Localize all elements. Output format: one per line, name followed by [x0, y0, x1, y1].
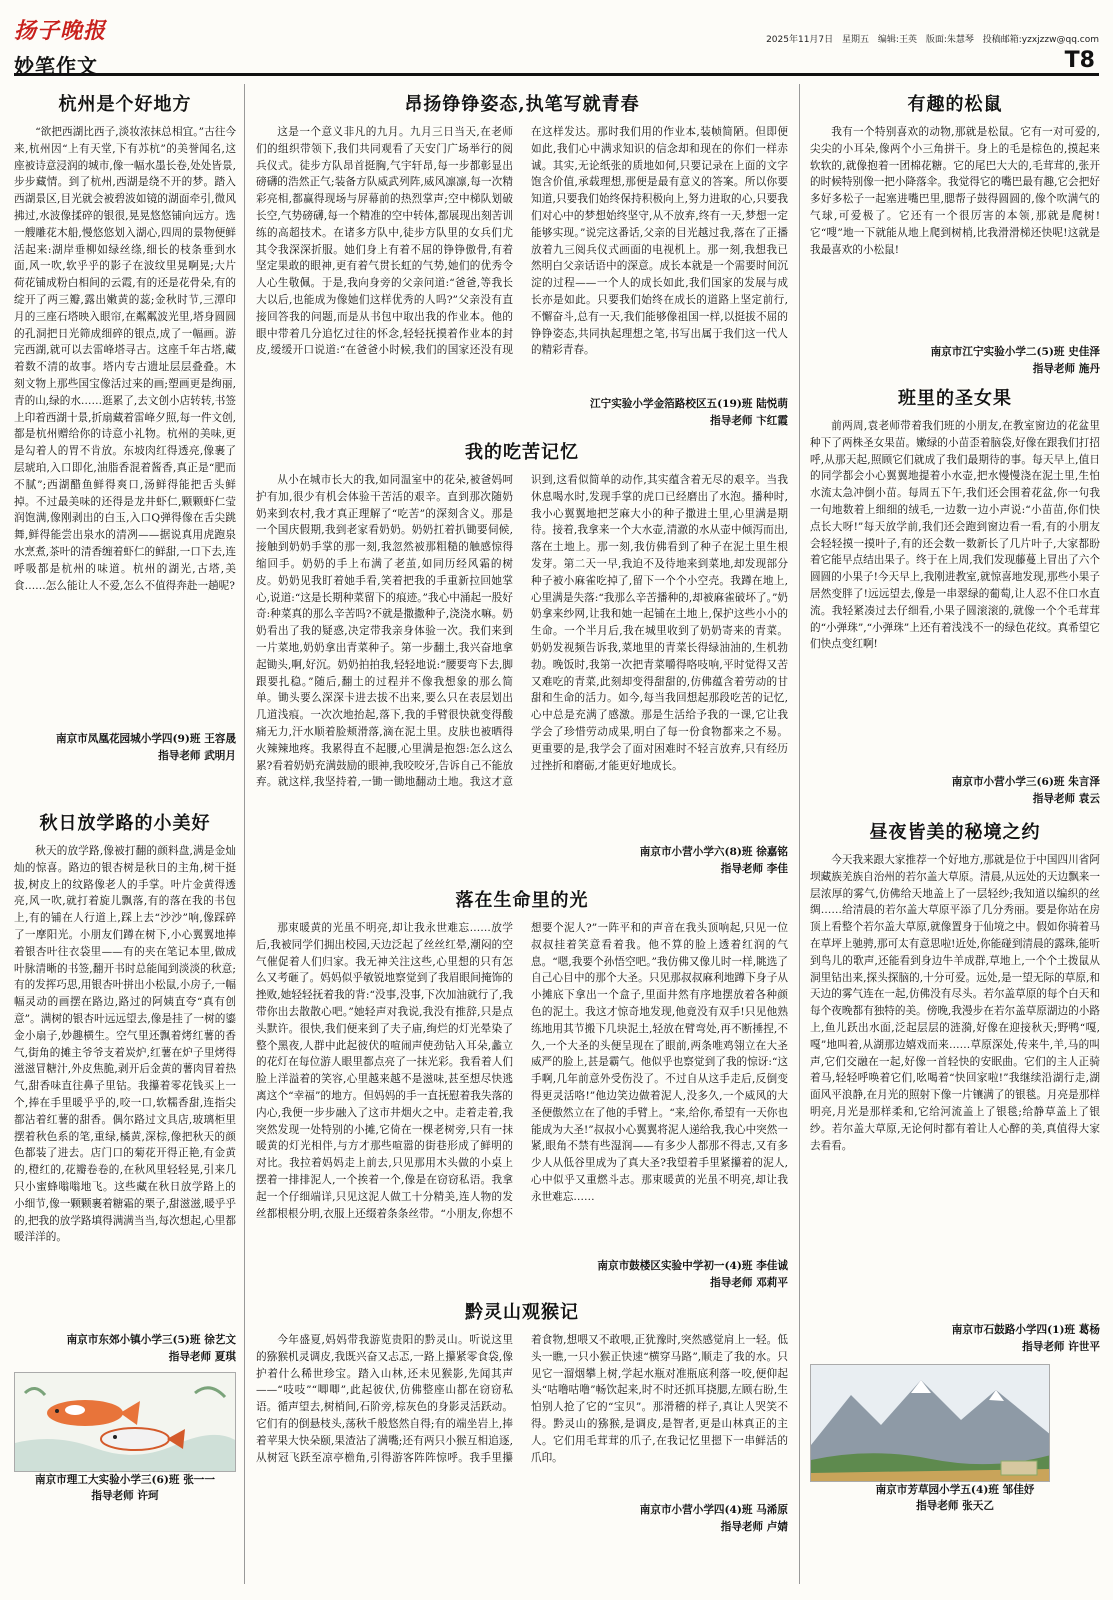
article-body: 那束暖黄的光虽不明亮,却让我永世难忘……放学后,我被同学们拥出校园,天边泛起了丝丝红晕,潮闷的空气催促着人们归家。我无神关注这些,心里想的只有怎么又考砸了。妈妈似乎敏锐地察觉到了我眉眼间掩饰的挫败,她轻轻抚着我的背:“没事,没事,下次加油就行了,我带你出去散散心吧。”她轻声对我说,我没有推辞,只是点头默许。很快,我们便来到了夫子庙,绚烂的灯光晕染了整个黑夜,人群中此起彼伏的喧闹声使劲钻入耳朵,蠡立的花灯在每位游人眼里都点亮了一抹光彩。我看着人们脸上洋溢着的笑容,心里越来越不是滋味,甚至想尽快逃离这个“幸福”的地方。但妈妈的手一直抚慰着我失落的内心,我便一步步融入了这市井烟火之中。走着走着,我突然发现一处特别的小摊,它倚在一棵老树旁,只有一抹暖黄的灯光相伴,与方才那些喧嚣的街巷形成了鲜明的对比。我拉着妈妈走上前去,只见那用木头做的小桌上摆着一排排泥人,一个挨着一个,像是在窃窃私语。我拿起一个仔细端详,只见这泥人做工十分精美,连人物的发丝都根根分明,衣服上还缀着条条丝带。“小朋友,你想不想要个泥人?”一阵平和的声音在我头顶响起,只见一位叔叔挂着笑意看着我。他不算的脸上透着红润的气息。“嗯,我要个孙悟空吧。”我仿佛又像儿时一样,眺选了自己心目中的那个大圣。只见那叔叔麻利地蹲下身子从小摊底下拿出一个盒子,里面井然有序地摆放着各种颜色的泥土。我这才惊奇地发现,他竟没有双手!只见他熟练地用其节搬下几块泥土,轻放在臂弯处,再不断捶捏,不久,一个大圣的头便呈现在了眼前,两条唯鸡翎立在大圣威严的脸上,甚是霸气。他似乎也察觉到了我的惊讶:“这手啊,几年前意外受伤没了。不过自从这手走后,反倒变得更灵活咯!”他边笑边做着泥人,没多久,一个威风的大圣便傲然立在了他的手臂上。“来,给你,希望有一天你也能成为大圣!”叔叔小心翼翼将泥人递给我,我心中突然一紧,眼角不禁有些湿润——有多少人都那不得志,又有多少人从低谷里成为了真大圣?我望着手里紧攥着的泥人,心中似乎又重燃斗志。那束暖黄的光虽不明亮,却让我永世难忘…… — [256, 922, 788, 1220]
author-byline: 南京市小营小学四(4)班 马浠原 — [639, 1504, 788, 1516]
article-body: 我有一个特别喜欢的动物,那就是松鼠。它有一对可爱的,尖尖的小耳朵,像两个小三角拼干。身上的毛是棕色的,摸起来软软的,就像抱着一团棉花糖。它的尾巴大大的,毛茸茸的,张开的时候特别像一把小降落伞。我觉得它的嘴巴最有趣,它会把好多好多松子一起塞进嘴巴里,腮帮子鼓得圆圆的,像个吹满气的气球,可爱极了。它还有一个很厉害的本领,那就是爬树!它“嗖”地一下就能从地上爬到树梢,比我滑滑梯还快呢!这就是我最喜欢的小松鼠! — [810, 126, 1100, 256]
section-title: 妙笔作文 — [14, 54, 98, 78]
article-body: 今年盛夏,妈妈带我游览贵阳的黔灵山。听说这里的猕猴机灵调皮,我既兴奋又忐忑,一路上攥紧零食袋,像护着什么稀世珍宝。踏入山林,还未见猴影,先闻其声——“吱吱”“唧唧”,此起彼伏,仿佛整座山都在窃窃私语。循声望去,树梢间,石阶旁,棕灰色的身影灵活跃动。它们有的倒悬枝头,荡秋千般悠然自得;有的端坐岩上,捧着苹果大快朵颐,果渣沾了满嘴;还有两只小猴互相追逐,从树冠飞跃至凉亭檐角,引得游客阵阵惊呼。我手里攥着食物,想喂又不敢喂,正犹豫时,突然感觉肩上一轻。低头一瞧,一只小猴正快速“横穿马路”,顺走了我的水。只见它一溜烟攀上树,学起水瓶对准瓶底利落一咬,便仰起头“咕噜咕噜”畅饮起来,时不时还抓耳挠腮,左顾右盼,生怕别人抢了它的“宝贝”。那滑稽的样子,真让人哭笑不得。黔灵山的猕猴,是调皮,是智者,更是山林真正的主人。它们用毛茸茸的爪子,在我记忆里摁下一串鲜活的爪印。 — [256, 1334, 788, 1464]
page-number: T8 — [1064, 48, 1095, 73]
issue-date: 2025年11月7日 — [766, 35, 834, 45]
issue-weekday: 星期五 — [842, 35, 870, 45]
author-byline: 南京市东郊小镇小学三(5)班 徐艺文 — [66, 1334, 236, 1346]
article-body: 前两周,袁老师带着我们班的小朋友,在教室窗边的花盆里种下了两株圣女果苗。嫩绿的小苗歪着脑袋,好像在跟我们打招呼,从那天起,照顾它们就成了我们最期待的事。每天早上,值日的同学都会小心翼翼地提着小水壶,把水慢慢浇在泥土里,生怕水流太急冲倒小苗。每周五下午,我们还会围着花盆,你一句我一句地数着上细细的绒毛,一边数一边小声说:“小苗苗,你们快点长大呀!”每天放学前,我们还会跑到窗边看一看,有的小朋友会轻轻摸一摸叶子,有的还会数一数新长了几片叶子,大家都盼着它能早点结出果子。终于在上周,我们发现藤蔓上冒出了六个圆圆的小果子!今天早上,我刚进教室,就惊喜地发现,那些小果子居然变胖了!远远望去,像是一串翠绿的葡萄,让人忍不住口水直流。我轻紧凑过去仔细看,小果子圆滚滚的,就像一个个毛茸茸的“小弹珠”,“小弹珠”上还有着浅浅不一的绿色花纹。真希望它们快点变红啊! — [810, 420, 1100, 651]
teacher-credit: 指导老师 武明月 — [158, 750, 236, 762]
article-bitter — [256, 438, 788, 878]
article-strawberry — [810, 384, 1100, 808]
author-byline: 南京市小营小学三(6)班 朱言泽 — [951, 776, 1100, 788]
section-bar — [14, 46, 1099, 76]
painting-teacher: 指导老师 张天乙 — [916, 1500, 994, 1512]
left-column — [14, 84, 236, 1584]
middle-column — [256, 84, 788, 1584]
author-byline: 南京市小营小学六(8)班 徐嘉铭 — [639, 846, 788, 858]
article-monkey — [256, 1298, 788, 1536]
layout-editor: 版面:朱慧琴 — [925, 35, 974, 45]
article-grassland — [810, 818, 1100, 1356]
painting-teacher: 指导老师 许珂 — [91, 1490, 159, 1502]
right-column — [810, 84, 1100, 1584]
koi-fish-painting-icon — [14, 1372, 236, 1472]
painting-credit: 南京市芳草园小学五(4)班 邹佳妤 — [875, 1484, 1035, 1496]
article-body: “欲把西湖比西子,淡妆浓抹总相宜。”古往今来,杭州因“上有天堂,下有苏杭”的美誉闻名,这座被诗意浸润的城市,像一幅水墨长卷,处处皆景,步步藏情。到了杭州,西湖是绕不开的梦。踏入西湖景区,目光就会被碧波如镜的湖面牵引,微风拂过,水波像揉碎的银很,晃晃悠悠铺向远方。选一艘雕花木船,慢悠悠划入湖心,四周的景物便鲜活起来:湖岸垂柳如绿丝绦,细长的枝条垂到水面,风一吹,软乎乎的影子在波纹里晃啊晃;大片荷花铺成粉白相间的云霞,有的还是花骨朵,有的绽开了两三瓣,露出嫩黄的蕊;金秋时节,三潭印月的三座石塔映入眼帘,在粼粼波光里,塔身圆圆的孔洞把日光筛成细碎的银点,成了一幅画。游完西湖,就可以去雷峰塔寻古。这座千年古塔,藏着数不清的故事。塔内专古遗址层层叠叠。木刻文物上那些国宝像活过来的画;塑画更是绚丽,青的山,绿的水……逛累了,去文创小店转转,书签上印着西湖十景,折扇藏着雷峰夕照,每一件文创,都是杭州赠给你的诗意小礼物。杭州的美味,更是勾着人的胃不肯放。东坡肉红得透亮,像裹了层琥珀,入口即化,油脂香混着酱香,真正是“肥而不腻”;西湖醋鱼鲜得爽口,汤鲜得能把舌头鲜掉。不过最美味的还得是龙井虾仁,颗颗虾仁莹润饱满,像刚剥出的白玉,入口Q弹得像在舌尖跳舞,鲜得能尝出泉水的清冽——据说真用虎跑泉水烹煮,茶叶的清香缠着虾仁的鲜甜,一口下去,连呼吸都是杭州的味道。杭州的湖光,古塔,美食……怎么能让人不爱,怎么不值得奔赴一趟呢? — [14, 126, 236, 592]
author-byline: 南京市鼓楼区实验中学初一(4)班 李佳诚 — [597, 1260, 788, 1272]
submission-email: 投稿邮箱:yzxjzzw@qq.com — [982, 35, 1099, 45]
article-hangzhou — [14, 90, 236, 765]
article-squirrel — [810, 90, 1100, 378]
teacher-credit: 指导老师 卢婧 — [720, 1521, 788, 1533]
teacher-credit: 指导老师 袁云 — [1032, 793, 1100, 805]
article-body: 这是一个意义非凡的九月。九月三日当天,在老师们的组织带领下,我们共同观看了天安门广场举行的阅兵仪式。徒步方队昂首挺胸,气宇轩昂,每一步都彰显出磅礴的浩然正气;装备方队威武列阵,威风凛凛,每一次精彩亮相,都赢得现场与屏幕前的热烈掌声;空中梯队划破长空,气势磅礴,每一个精准的空中转体,都展现出刻苦训练的高超技术。在诸多方队中,徒步方队里的女兵们尤其令我深深折服。她们身上有着不屈的铮铮傲骨,有着坚定果敢的眼神,更有着气贯长虹的气势,她们的优秀令人心生敬佩。于是,我向身旁的父亲问道:“爸爸,等我长大以后,也能成为像她们这样优秀的人吗?”父亲没有直接回答我的问题,而是从书包中取出我的作业本。他的眼中带着几分追忆过往的怀念,轻轻抚摸着作业本的封皮,缓缓开口说道:“在爸爸小时候,我们的国家还没有现在这样发达。那时我们用的作业本,装帧简陋。但即便如此,我们心中满求知识的信念却和现在的你们一样赤诚。其实,无论纸张的质地如何,只要记录在上面的文字饱含价值,承载理想,那便是最有意义的答案。所以你要知道,只要我们始终保持积极向上,努力进取的心,只要我们对心中的梦想始终坚守,从不放弃,终有一天,梦想一定能够实现。”说完这番话,父亲的目光越过我,落在了正播放着九三阅兵仪式画面的电视机上。那一刻,我想我已然明白父亲话语中的深意。成长本就是一个需要时间沉淀的过程——一个人的成长如此,我们国家的发展与成长亦是如此。只要我们始终在成长的道路上坚定前行,不懈奋斗,总有一天,我们能够像祖国一样,以挺拔不屈的铮铮姿态,共同执起理想之笔,书写出属于我们这一代人的精彩青春。 — [256, 126, 788, 357]
article-title: 班里的圣女果 — [898, 388, 1012, 409]
article-title: 有趣的松鼠 — [907, 94, 1003, 115]
teacher-credit: 指导老师 许世平 — [1022, 1341, 1100, 1353]
teacher-credit: 指导老师 邓莉平 — [710, 1277, 788, 1289]
newspaper-logo: 扬子晚报 — [14, 18, 107, 44]
column-divider — [244, 84, 245, 1584]
editor: 编辑:王英 — [877, 35, 917, 45]
column-divider — [799, 84, 800, 1584]
article-light — [256, 886, 788, 1292]
article-title: 秋日放学路的小美好 — [39, 813, 211, 834]
teacher-credit: 指导老师 卞红霞 — [710, 415, 788, 427]
teacher-credit: 指导老师 夏琪 — [168, 1351, 236, 1363]
article-title: 杭州是个好地方 — [58, 94, 192, 115]
author-byline: 南京市江宁实验小学二(5)班 史佳泽 — [930, 346, 1100, 358]
masthead — [14, 14, 1099, 76]
article-body: 秋天的放学路,像被打翻的颜料盘,满是金灿灿的惊喜。路边的银杏树是秋日的主角,树干挺拔,树皮上的纹路像老人的手掌。叶片金黄得透亮,风一吹,就打着旋儿飘落,有的落在我的书包上,有的铺在人行道上,踩上去“沙沙”响,像踩碎了一摩阳光。小朋友们蹲在树下,小心翼翼地捧着银杏叶往衣袋里——有的夹在笔记本里,做成叶脉清晰的书签,翻开书时总能闻到淡淡的秋意;有的发挥巧思,用银杏叶拼出小松鼠,小房子,一幅幅灵动的画摆在路边,路过的阿姨直夸“真有创意”。满树的银杏叶远远望去,像是挂了一树的鎏金小扇子,妙趣横生。空气里还飘着烤红薯的香气,街角的摊主爷爷支着炭炉,红薯在炉子里烤得滋滋冒糖汁,外皮焦脆,剥开后金黄的薯肉冒着热气,甜香味直往鼻子里钻。我攥着零花钱买上一个,捧在手里暖乎乎的,咬一口,软糯香甜,连指尖都沾着红薯的甜香。偶尔路过文具店,玻璃柜里摆着秋色系的笔,重绿,橘黄,深棕,像把秋天的颜色都装了进去。店门口的菊花开得正艳,有金黄的,橙红的,花瓣卷卷的,在秋风里轻轻晃,引来几只小蜜蜂嗡嗡地飞。这些藏在秋日放学路上的小细节,像一颗颗裹着糖霜的栗子,甜滋滋,暖乎乎的,把我的放学路填得满满当当,每次想起,心里都暖洋洋的。 — [14, 845, 236, 1244]
mountain-painting-icon — [810, 1364, 1050, 1482]
article-title: 昂扬铮铮姿态,执笔写就青春 — [404, 94, 640, 115]
article-title: 落在生命里的光 — [455, 890, 589, 911]
article-title: 昼夜皆美的秘境之约 — [869, 822, 1041, 843]
author-byline: 江宁实验小学金箔路校区五(19)班 陆悦萌 — [590, 398, 788, 410]
teacher-credit: 指导老师 李佳 — [720, 863, 788, 875]
article-body: 今天我来跟大家推荐一个好地方,那就是位于中国四川省阿坝藏族羌族自治州的若尔盖大草原。清晨,从远处的天边飘来一层浓厚的雾气,仿佛给天地盖上了一层轻纱;我知道以编织的丝绸……给清晨的若尔盖大草原平添了几分秀丽。要是你站在房顶上看整个若尔盖大草原,就像置身于仙境之中。假如你骑着马在草坪上驰骋,那可太有意思啦!近处,你能碰到清晨的露珠,能听到鸟儿的歌声,还能看到身边牛羊成群,草地上,一个个土拨鼠从洞里钻出来,探头探脑的,十分可爱。远处,是一望无际的草原,和天边的雾气连在一起,仿佛没有尽头。若尔盖草原的每个白天和每个夜晚都有独特的美。傍晚,我漫步在若尔盖草原湖边的小路上,鱼儿跃出水面,泛起层层的涟漪,好像在迎接秋天;野鸭“嘎,嘎”地叫着,从湖那边嬉戏而来……草原深处,传来牛,羊,马的叫声,它们交融在一起,好像一首轻快的安眠曲。它们的主人正骑着马,轻轻呼唤着它们,吆喝着“快回家啦!”我继续沿湖行走,湖面风平浪静,在月光的照射下像一片镶满了的银毯。月亮是那样明亮,月光是那样柔和,它给河流盖上了银毯;给静草盖上了银纱。若尔盖大草原,无论何时都有着让人心醉的美,真值得大家去看看。 — [810, 854, 1100, 1152]
painting-credit: 南京市理工大实验小学三(6)班 张一一 — [35, 1474, 215, 1486]
article-body: 从小在城市长大的我,如同温室中的花朵,被爸妈呵护有加,很少有机会体验干苦活的艰辛。直到那次随奶奶来到农村,我才真正理解了“吃苦”的深刻含义。那是一个国庆假期,我到老家看奶奶。奶奶扛着扒锄要伺候,接触到奶奶手掌的那一刻,我忽然被那粗糙的触感惊得缩回手。奶奶的手上布满了老茧,如同历经风霜的树皮。奶奶见我盯着她手看,笑着把我的手重新拉回她掌心,说道:“这是长期种菜留下的痕迹。”我心中涌起一股好奇:种菜真的那么辛苦吗?不就是撒撒种子,浇浇水嘛。奶奶看出了我的疑惑,决定带我亲身体验一次。我们来到一片菜地,奶奶拿出青菜种子。第一步翻土,我兴奋地拿起锄头,啊,好沉。奶奶拍拍我,轻轻地说:“腰要弯下去,脚跟要扎稳。”随后,翻土的过程并不像我想象的那么简单。锄头要么深深卡进去拔不出来,要么只在表层划出几道浅痕。一次次地抬起,落下,我的手臂很快就变得酸痛无力,汗水顺着脸颊滑落,滴在泥土里。皮肤也被晒得火辣辣地疼。我累得直不起腰,心里满是抱怨:怎么这么累?看着奶奶充满鼓励的眼神,我咬咬牙,告诉自己不能放弃。就这样,我坚持着,一锄一锄地翻动土地。我这才意识到,这看似简单的动作,其实蕴含着无尽的艰辛。当我休息喝水时,发现手掌的虎口已经磨出了水泡。播种时,我小心翼翼地把芝麻大小的种子撒进土里,心里满是期待。接着,我拿来一个大水壶,清澈的水从壶中倾泻而出,落在土地上。那一刻,我仿佛看到了种子在泥土里生根发芽。第二天一早,我迫不及待地来到菜地,却发现部分种子被小麻雀吃掉了,留下一个个小空壳。我蹲在地上,心里满是失落:“我那么辛苦播种的,却被麻雀破坏了。”奶奶拿来纱网,让我和她一起铺在土地上,保护这些小小的生命。一个半月后,我在城里收到了奶奶寄来的青菜。奶奶发视频告诉我,菜地里的青菜长得绿油油的,生机勃勃。晚饭时,我第一次把青菜嚼得咯吱响,平时觉得又苦又难吃的青菜,此刻却变得甜甜的,仿佛蕴含着劳动的甘甜和生命的活力。如今,每当我回想起那段吃苦的记忆,心中总是充满了感激。那是生活给予我的一课,它让我学会了珍惜劳动成果,明白了每一份食物都来之不易。更重要的是,我学会了面对困难时不轻言放弃,只有经历过挫折和磨砺,才能更好地成长。 — [256, 474, 788, 789]
author-byline: 南京市石鼓路小学四(1)班 葛杨 — [951, 1324, 1100, 1336]
article-title: 黔灵山观猴记 — [465, 1302, 579, 1323]
author-byline: 南京市凤凰花园城小学四(9)班 王容晟 — [56, 733, 236, 745]
article-title: 我的吃苦记忆 — [465, 442, 579, 463]
article-youth — [256, 90, 788, 430]
issue-meta — [760, 32, 1099, 45]
teacher-credit: 指导老师 施丹 — [1032, 363, 1100, 375]
article-autumn — [14, 809, 236, 1366]
